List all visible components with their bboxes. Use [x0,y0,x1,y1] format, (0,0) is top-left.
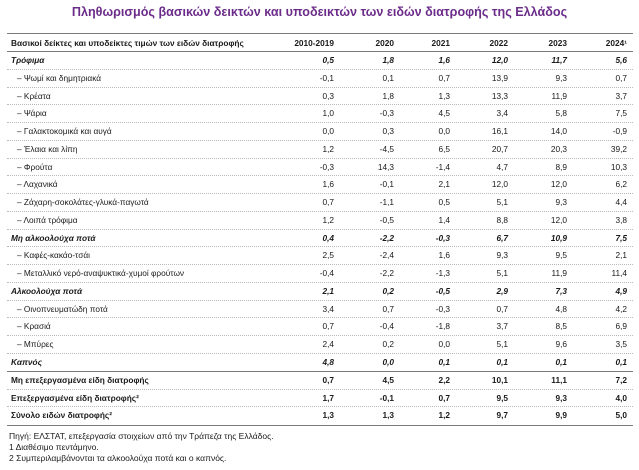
row-value: 4,4 [615,197,627,208]
row-value: 12,0 [491,55,508,65]
row-value: 9,3 [555,72,567,83]
row-value: 0,0 [438,126,450,137]
row-value: 1,6 [438,55,450,65]
row-value: 0,1 [615,357,627,368]
row-label: – Φρούτα [17,161,53,172]
row-value: 9,3 [496,250,508,261]
row-label: – Ψωμί και δημητριακά [17,72,102,83]
table-row [7,123,633,141]
row-value: 0,5 [322,55,334,65]
row-value: -0,4 [319,268,334,279]
row-value: 2,9 [496,285,508,296]
row-value: 1,4 [438,214,450,225]
row-value: 5,1 [496,339,508,350]
row-value: -0,1 [319,72,334,83]
row-value: 4,7 [496,161,508,172]
row-label: – Κρέατα [17,90,51,101]
row-value: 0,3 [322,90,334,101]
row-value: 11,9 [551,268,567,279]
row-label: – Γαλακτοκομικά και αυγά [17,126,112,137]
row-label: Τρόφιμα [11,55,45,65]
row-label: – Μεταλλικό νερό-αναψυκτικά-χυμοί φρούτων [17,268,185,279]
row-value: 0,0 [382,357,394,368]
row-value: 9,6 [555,339,567,350]
row-value: -0,3 [379,108,394,119]
row-value: 0,1 [382,72,394,83]
table-title: Πληθωρισμός βασικών δεικτών και υποδεικτών των ειδών διατροφής της Ελλάδος [71,5,568,19]
row-value: 11,4 [611,268,627,279]
header-col-2023: 2023 [548,38,567,48]
row-label: Μη επεξεργασμένα είδη διατροφής [11,374,149,385]
row-value: 5,1 [496,197,508,208]
table-row [7,390,633,408]
table-row [7,105,633,123]
row-value: 2,2 [438,374,450,385]
row-label: Σύνολο ειδών διατροφής² [11,410,113,421]
row-value: 39,2 [610,143,627,154]
row-value: 3,7 [496,321,508,332]
row-value: 2,5 [322,250,334,261]
row-value: -1,1 [379,197,394,208]
header-col-2022: 2022 [489,38,508,48]
row-value: 1,2 [438,410,450,421]
row-label: – Ζάχαρη-σοκολάτες-γλυκά-παγωτά [17,197,149,208]
row-value: 20,7 [491,143,508,154]
header-col-2024: 2024¹ [605,38,627,48]
row-label: – Έλαια και λίπη [17,143,78,154]
row-label: – Ψάρια [17,108,47,119]
row-value: 0,4 [322,232,334,243]
row-value: 0,3 [382,126,394,137]
row-value: -0,5 [435,285,450,296]
row-value: 16,1 [491,126,508,137]
row-value: 4,5 [438,108,450,119]
row-value: 20,3 [550,143,567,154]
row-value: -0,1 [379,179,394,190]
table-row [7,407,633,425]
row-value: 13,9 [491,72,508,83]
row-value: -0,3 [319,161,334,172]
row-value: 0,7 [615,72,627,83]
row-value: 8,5 [555,321,567,332]
row-value: 3,4 [322,303,334,314]
row-value: 13,3 [491,90,508,101]
row-value: 0,1 [496,357,508,368]
row-value: 9,5 [496,392,508,403]
row-value: 1,3 [322,410,334,421]
footnote-2: 2 Συμπεριλαμβάνονται τα αλκοολούχα ποτά και ο καπνός. [9,453,227,463]
table-row [7,265,633,283]
row-value: -4,5 [379,143,394,154]
row-label: Καπνός [11,357,42,368]
row-value: 5,6 [615,55,627,65]
row-value: -0,9 [612,126,627,137]
row-value: 9,3 [555,197,567,208]
row-value: 12,0 [550,214,567,225]
row-value: 0,2 [382,285,394,296]
row-value: 9,9 [555,410,567,421]
row-value: 0,7 [322,197,334,208]
row-value: -2,4 [379,250,394,261]
row-value: 4,0 [615,392,627,403]
table-row [7,176,633,194]
table-row [7,159,633,177]
row-value: 0,7 [438,72,450,83]
row-value: 0,7 [496,303,508,314]
row-value: 3,5 [615,339,627,350]
row-value: 4,9 [615,285,627,296]
row-value: 9,5 [555,250,567,261]
row-value: 7,3 [555,285,567,296]
row-label: Επεξεργασμένα είδη διατροφής² [11,392,139,403]
row-label: – Μπύρες [17,339,54,350]
row-value: 1,7 [322,392,334,403]
row-value: 2,4 [322,339,334,350]
row-value: 1,2 [322,214,334,225]
inflation-table [7,33,633,426]
row-label: Μη αλκοολούχα ποτά [11,232,96,243]
row-value: 0,5 [438,197,450,208]
row-value: 11,9 [551,90,567,101]
row-value: -1,4 [435,161,450,172]
row-value: 7,2 [615,374,627,385]
table-row [7,212,633,230]
row-value: -0,3 [435,232,450,243]
row-value: 2,1 [438,179,450,190]
table-row [7,283,633,301]
table-row [7,141,633,159]
row-value: -2,2 [379,268,394,279]
row-value: 3,8 [615,214,627,225]
row-value: 11,1 [551,374,567,385]
table-header-row [7,34,633,52]
row-value: 10,9 [550,232,567,243]
table-row [7,230,633,248]
table-body [7,52,633,425]
table-row [7,354,633,372]
footnote-1: 1 Διαθέσιμο πεντάμηνο. [9,442,99,452]
table-row [7,247,633,265]
header-col-2021: 2021 [431,38,450,48]
row-value: 12,0 [491,179,508,190]
row-value: 6,5 [438,143,450,154]
row-value: 5,0 [615,410,627,421]
table-row [7,194,633,212]
row-value: 10,3 [610,161,627,172]
row-label: – Κρασιά [17,321,51,332]
row-value: 1,8 [382,90,394,101]
row-value: 6,2 [615,179,627,190]
row-value: 1,8 [382,55,394,65]
row-value: 9,7 [496,410,508,421]
header-label: Βασικοί δείκτες και υποδείκτες τιμών των ειδών διατροφής [11,38,244,48]
row-value: 4,8 [555,303,567,314]
row-value: 0,0 [438,339,450,350]
row-value: 0,7 [322,321,334,332]
row-value: 4,8 [322,357,334,368]
header-col-2020: 2020 [375,38,394,48]
table-row [7,372,633,390]
table-row [7,88,633,106]
row-value: 1,6 [438,250,450,261]
header-col-2010-2019: 2010-2019 [294,38,334,48]
row-value: 7,5 [615,232,627,243]
row-value: 12,0 [550,179,567,190]
row-value: -1,3 [435,268,450,279]
row-value: 0,7 [382,303,394,314]
row-value: -0,3 [435,303,450,314]
row-value: 10,1 [491,374,508,385]
row-value: 1,6 [322,179,334,190]
row-value: 1,3 [382,410,394,421]
row-value: 0,2 [382,339,394,350]
row-value: 5,8 [555,108,567,119]
row-value: 2,1 [615,250,627,261]
row-value: 6,9 [615,321,627,332]
row-value: 0,1 [438,357,450,368]
row-value: 3,4 [496,108,508,119]
row-value: -2,2 [379,232,394,243]
table-row [7,301,633,319]
row-value: 14,0 [550,126,567,137]
row-value: 7,5 [615,108,627,119]
row-value: 14,3 [377,161,394,172]
row-value: 1,0 [322,108,334,119]
row-value: 9,3 [555,392,567,403]
row-label: – Λαχανικά [17,179,58,190]
table-row [7,336,633,354]
row-value: -0,5 [379,214,394,225]
row-value: -1,8 [435,321,450,332]
table-row [7,318,633,336]
table-row [7,52,633,70]
row-label: – Λοιπά τρόφιμα [17,214,78,225]
table-row [7,70,633,88]
row-value: 3,7 [615,90,627,101]
row-value: -0,1 [379,392,394,403]
row-label: – Καφές-κακάο-τσάι [17,250,90,261]
row-value: 0,7 [322,374,334,385]
row-value: 1,2 [322,143,334,154]
row-value: 8,8 [496,214,508,225]
row-value: 2,1 [322,285,334,296]
row-value: 11,7 [551,55,567,65]
row-value: 1,3 [438,90,450,101]
source-note: Πηγή: ΕΛΣΤΑΤ, επεξεργασία στοιχείων από την Τράπεζα της Ελλάδος. [9,431,274,441]
row-value: 4,5 [382,374,394,385]
row-value: 0,0 [322,126,334,137]
row-value: 5,1 [496,268,508,279]
row-value: 8,9 [555,161,567,172]
row-value: 0,7 [438,392,450,403]
row-label: Αλκοολούχα ποτά [11,285,83,296]
row-label: – Οινοπνευματώδη ποτά [17,303,108,314]
row-value: 0,1 [555,357,567,368]
row-value: 6,7 [496,232,508,243]
row-value: -0,4 [379,321,394,332]
table-notes [9,431,274,464]
row-value: 4,2 [615,303,627,314]
